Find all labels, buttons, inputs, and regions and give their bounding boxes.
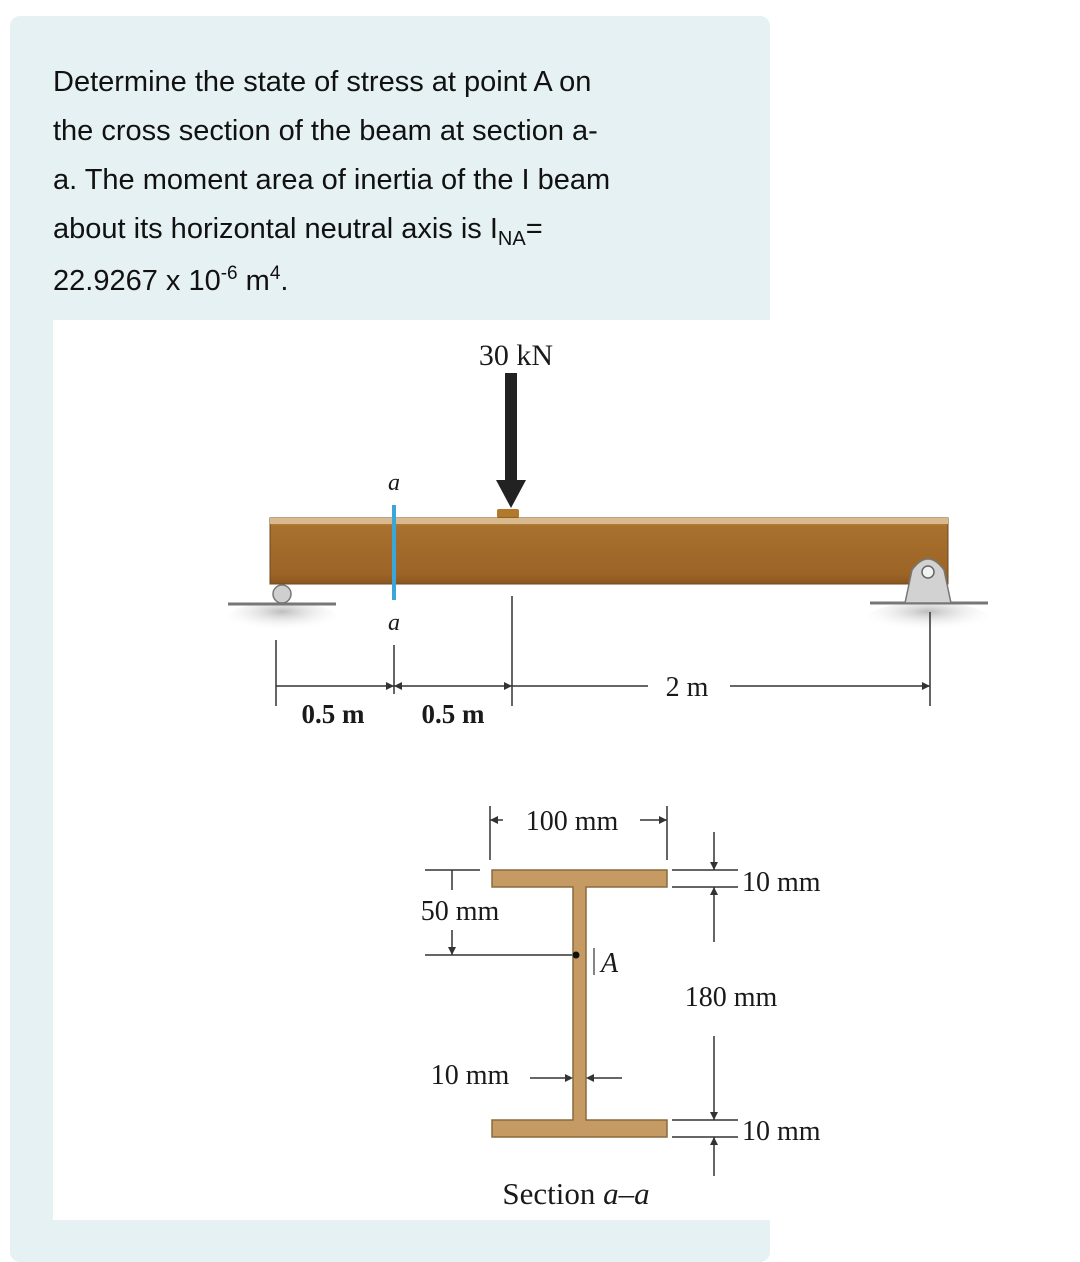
section-mark-bottom: a <box>388 610 400 636</box>
top-flange-thickness-label: 10 mm <box>742 867 821 898</box>
line-4-suffix: = <box>525 213 543 245</box>
subscript-na: NA <box>497 228 526 250</box>
section-mark-top: a <box>388 470 400 496</box>
question-text <box>53 58 753 309</box>
section-caption-italic: a–a <box>603 1176 650 1211</box>
line-4-prefix: about its horizontal neutral axis is I <box>53 213 498 245</box>
line-5-end: . <box>280 265 289 297</box>
length-dimensions <box>276 596 930 706</box>
point-a-offset-label: 50 mm <box>420 896 500 927</box>
inertia-value: 22.9267 x 10 <box>53 265 221 297</box>
bottom-flange-thickness-label: 10 mm <box>742 1116 821 1147</box>
i-beam-section <box>492 870 667 1137</box>
web-height-label: 180 mm <box>684 982 778 1013</box>
point-a-label: A <box>601 948 619 979</box>
dim-label-1: 0.5 m <box>301 699 365 729</box>
question-line-1: Determine the state of stress at point A on <box>53 66 592 98</box>
dim-label-2: 0.5 m <box>421 699 485 729</box>
beam-diagram <box>53 320 821 1220</box>
load-label: 30 kN <box>478 339 554 372</box>
roller-support-icon <box>227 585 337 634</box>
inertia-unit: m <box>237 265 270 297</box>
web-thickness-label: 10 mm <box>430 1060 510 1091</box>
section-caption-text: Section <box>502 1176 604 1211</box>
beam <box>270 518 948 584</box>
question-line-2: the cross section of the beam at section a- <box>53 115 598 147</box>
question-line-5 <box>53 257 753 309</box>
inertia-unit-exponent: 4 <box>269 263 281 284</box>
question-line-4 <box>53 205 753 257</box>
dim-label-3: 2 m <box>665 672 709 703</box>
inertia-exponent: -6 <box>220 263 238 284</box>
flange-width-label: 100 mm <box>525 806 619 837</box>
question-line-3: a. The moment area of inertia of the I beam <box>53 164 611 196</box>
point-a-marker <box>573 952 580 959</box>
figure-panel <box>53 320 821 1220</box>
section-caption <box>502 1176 649 1211</box>
load-arrow-icon <box>496 373 526 518</box>
